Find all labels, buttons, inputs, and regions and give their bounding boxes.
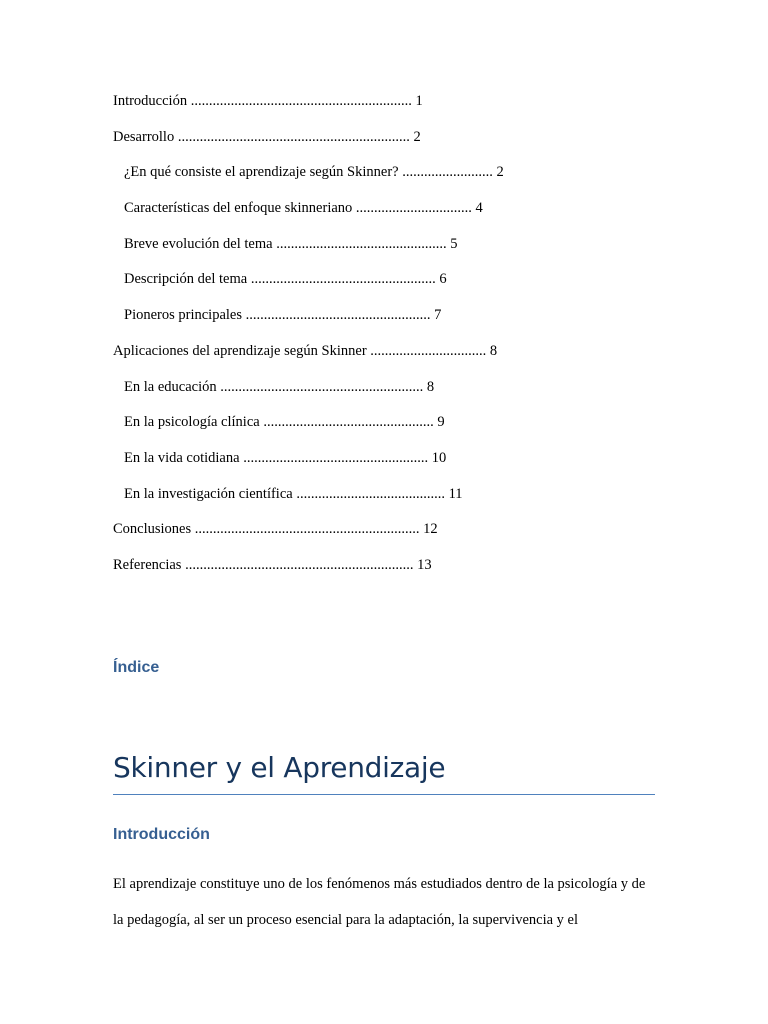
toc-entry-label: Desarrollo [113,128,175,145]
toc-entry-dots: ................................................... [250,271,436,288]
toc-entry[interactable] [113,162,673,182]
toc-entry-label: En la investigación científica [124,485,293,502]
toc-entry-label: Introducción [113,93,188,109]
toc-entry[interactable] [113,519,673,539]
toc-entry-page: 4 [475,200,483,217]
toc-entry-dots: ........................................................ [220,378,424,395]
toc-entry-dots: ......................................... [296,485,445,502]
toc-entry-dots: ................................................................ [177,128,410,145]
toc-entry-page: 13 [417,556,432,573]
toc-entry-label: Referencias [113,556,182,573]
toc-entry-label: Breve evolución del tema [124,235,273,252]
toc-entry-page: 10 [431,449,447,466]
toc-entry[interactable] [113,412,673,432]
toc-entry-page: 8 [489,342,498,359]
toc-entry-page: 6 [439,271,447,288]
toc-entry-label: En la vida cotidiana [124,449,240,466]
toc-entry-label: Conclusiones [113,521,192,538]
toc-entry[interactable] [113,305,673,325]
toc-entry-dots: ............................................... [263,414,434,431]
table-of-contents [113,91,673,591]
toc-entry[interactable] [113,555,673,575]
toc-entry-label: Pioneros principales [124,307,242,324]
section-heading: Introducción [113,826,210,843]
toc-heading: Índice [113,659,160,676]
toc-entry-dots: ................................................... [243,449,429,466]
toc-entry-dots: ................................ [355,200,472,217]
document-title: Skinner y el Aprendizaje [113,751,446,784]
toc-entry-dots: ......................... [402,164,493,181]
toc-entry[interactable] [113,269,673,289]
toc-entry-label: Características del enfoque skinneriano [124,200,353,217]
toc-entry-dots: ............................................................... [185,556,414,573]
toc-entry-page: 11 [448,485,463,502]
toc-entry[interactable] [113,448,673,468]
toc-entry[interactable] [113,341,673,361]
toc-entry-dots: ............................................... [276,235,447,252]
toc-entry[interactable] [113,484,673,504]
toc-entry-dots: .............................................................. [194,521,420,538]
toc-entry-page: 1 [415,93,423,109]
toc-entry-label: ¿En qué consiste el aprendizaje según Skinner? [124,164,399,181]
toc-entry-label: En la psicología clínica [124,414,260,431]
toc-entry-page: 9 [437,414,445,431]
toc-entry-page: 5 [450,235,458,252]
toc-entry-label: Descripción del tema [124,271,248,288]
toc-entry-label: Aplicaciones del aprendizaje según Skinner [113,342,367,359]
body-paragraph: El aprendizaje constituye uno de los fenómenos más estudiados dentro de la psicología y de la pedagogía, al ser un proceso esencial para la adaptación, la supervivencia y el [113,876,646,928]
title-underline [113,794,655,795]
toc-entry[interactable] [113,198,673,218]
toc-entry-page: 7 [434,307,442,324]
toc-entry-page: 12 [423,521,438,538]
toc-entry-dots: ................................................... [245,307,431,324]
toc-entry[interactable] [113,377,673,397]
toc-entry-label: En la educación [124,378,217,395]
toc-entry-page: 2 [496,164,504,181]
toc-entry-page: 8 [426,378,435,395]
toc-entry[interactable] [113,234,673,254]
toc-entry[interactable] [113,127,673,147]
toc-entry-dots: ................................ [370,342,487,359]
toc-entry-page: 2 [413,128,421,145]
toc-entry-dots: ............................................................. [190,93,412,109]
toc-entry[interactable] [113,91,673,111]
